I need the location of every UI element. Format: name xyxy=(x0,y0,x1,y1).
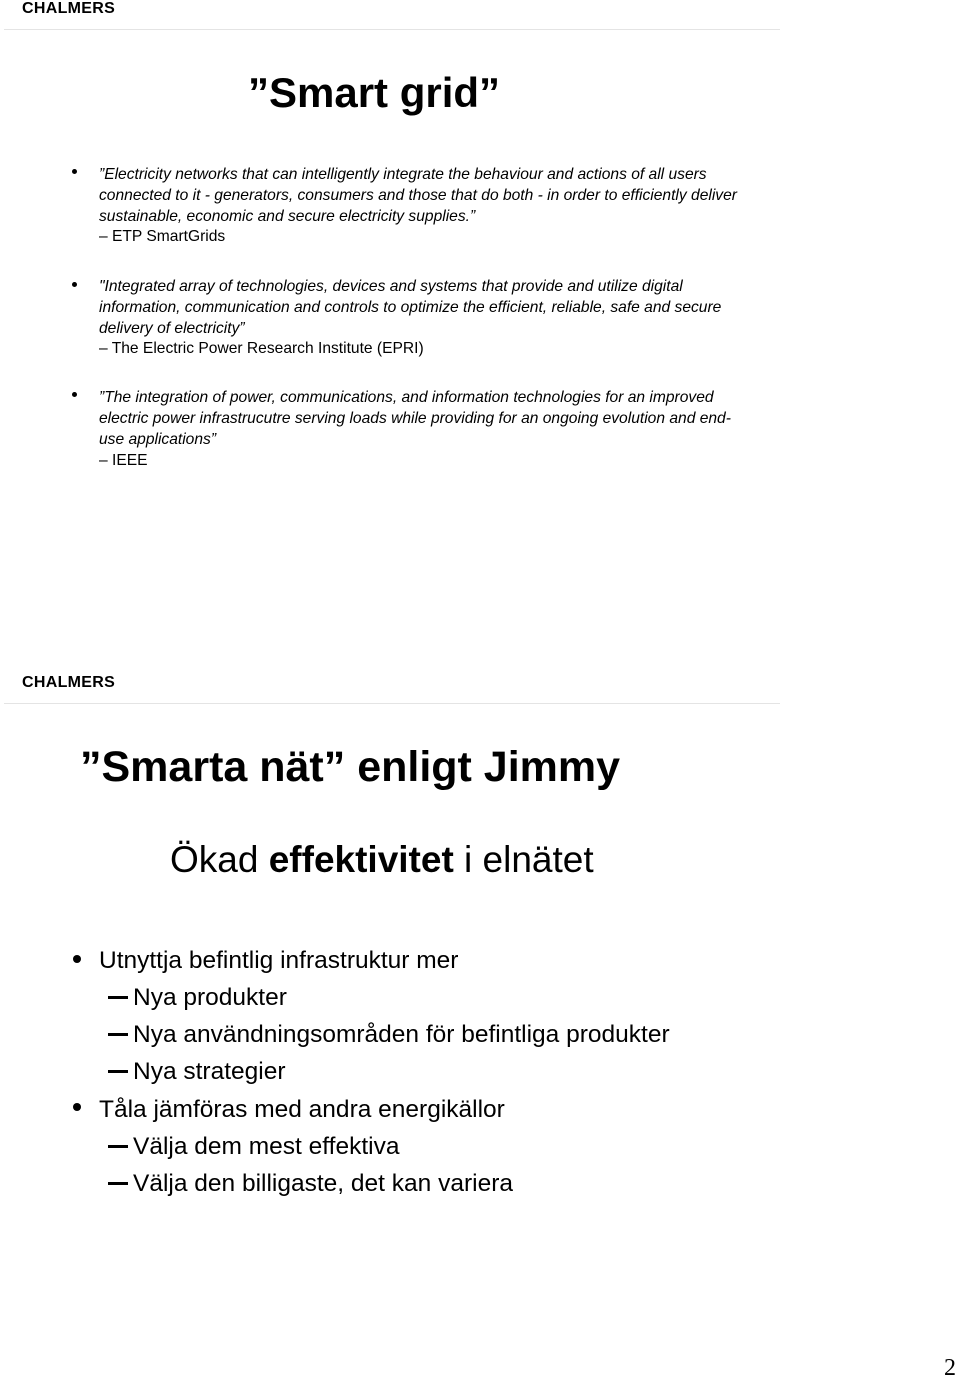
bullet-dot xyxy=(73,1103,81,1111)
sub-bullet-text: Välja den billigaste, det kan variera xyxy=(133,1170,513,1197)
bullet-dot xyxy=(72,169,77,174)
subtitle-emphasis: effektivitet xyxy=(268,839,454,880)
sub-bullet-dash xyxy=(108,1070,128,1073)
quote-text: "Integrated array of technologies, devices and systems that provide and utilize digital information, communication and controls to optimize the efficient, reliable, safe and secure delivery of electricity” xyxy=(99,278,722,337)
quote-source: – ETP SmartGrids xyxy=(99,228,226,245)
quote-source: – The Electric Power Research Institute (EPRI) xyxy=(99,340,424,357)
sub-bullet-text: Nya användningsområden för befintliga produkter xyxy=(133,1021,670,1048)
subtitle-text: i elnätet xyxy=(453,839,594,880)
bullet-dot xyxy=(73,955,81,963)
slide-title: ”Smarta nät” enligt Jimmy xyxy=(80,743,621,791)
bullet-text: Tåla jämföras med andra energikällor xyxy=(99,1096,505,1123)
chalmers-logo: CHALMERS xyxy=(22,0,116,17)
quote-source: – IEEE xyxy=(99,452,148,469)
sub-bullet-dash xyxy=(108,1145,128,1148)
page-number: 2 xyxy=(944,1355,956,1381)
sub-bullet-text: Nya produkter xyxy=(133,984,287,1011)
quote-text: ”The integration of power, communications, and information technologies for an improved electric power infrastrucutre serving loads while providing for an ongoing evolution and end-use applications” xyxy=(99,389,731,448)
sub-bullet-text: Nya strategier xyxy=(133,1058,286,1085)
sub-bullet-dash xyxy=(108,996,128,999)
bullet-dot xyxy=(72,392,77,397)
slide-title: ”Smart grid” xyxy=(248,69,501,116)
divider-line xyxy=(4,703,780,704)
sub-bullet-dash xyxy=(108,1182,128,1185)
bullet-text: Utnyttja befintlig infrastruktur mer xyxy=(99,947,459,974)
divider-line xyxy=(4,29,780,30)
chalmers-logo: CHALMERS xyxy=(22,674,116,691)
sub-bullet-dash xyxy=(108,1033,128,1036)
quote-text: ”Electricity networks that can intelligently integrate the behaviour and actions of all users connected to it - generators, consumers and those that do both - in order to efficiently deliver sustainable, economic and secure electricity supplies.” xyxy=(99,166,737,225)
slide-subtitle xyxy=(170,841,594,878)
bullet-dot xyxy=(72,282,77,287)
sub-bullet-text: Välja dem mest effektiva xyxy=(133,1133,400,1160)
subtitle-text: Ökad xyxy=(170,839,269,880)
